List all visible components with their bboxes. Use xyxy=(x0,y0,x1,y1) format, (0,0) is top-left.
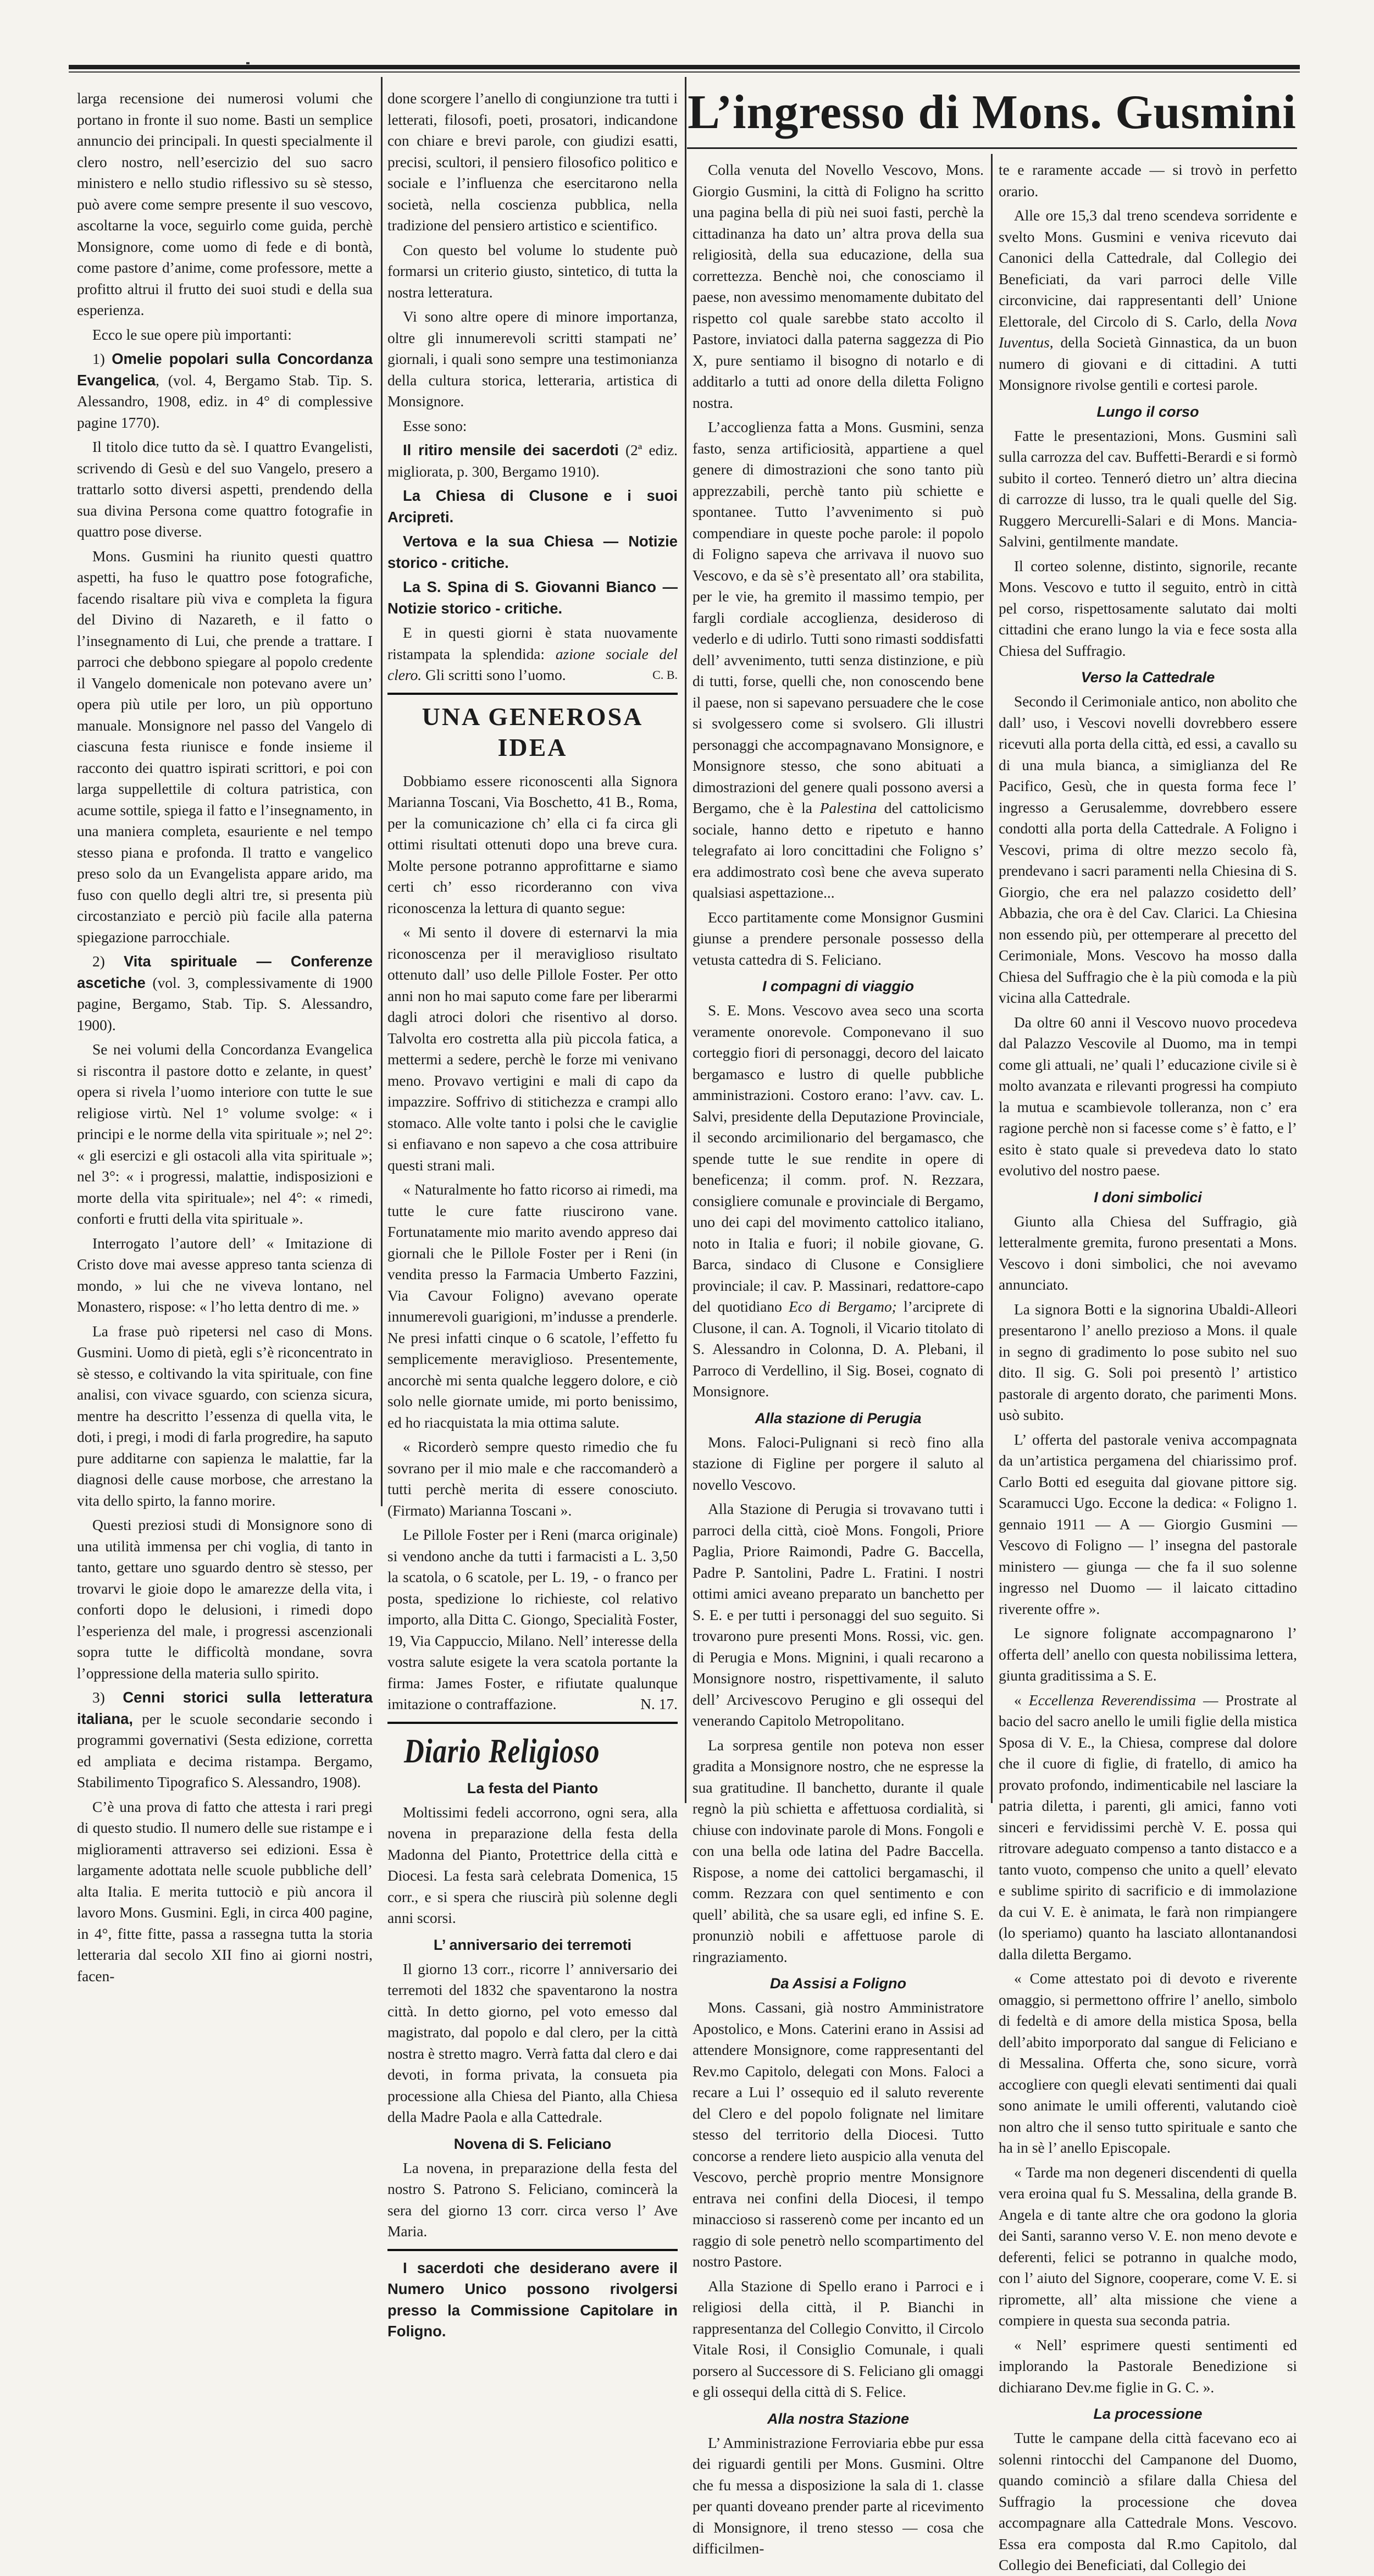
section-rule xyxy=(387,2249,678,2251)
paragraph: Interrogato l’autore dell’ « Imitazione di Cristo dove mai avesse appreso tanta scienza di mondo, » lui che ne viveva lontano, nel Monastero, rispose: « l’ho letta dentro di me. » xyxy=(77,1235,373,1315)
work-title: Vita spirituale — Conferenze ascetiche xyxy=(77,953,373,991)
paragraph: La signora Botti e la signorina Ubaldi-Alleori presentarono l’ anello prezioso a Mons. il quale in segno di gradimento lo pose subito nel suo dito. Il sig. G. Soli poi presentò l’ artistico pastorale di argento dorato, che parimenti Mons. usò subito. xyxy=(999,1301,1297,1423)
section-rule xyxy=(387,693,678,695)
work-item: Il ritiro mensile dei sacerdoti (2ª ediz. migliorata, p. 300, Bergamo 1910). xyxy=(387,441,678,480)
subheading: Alla nostra Stazione xyxy=(767,2410,910,2427)
paragraph: L’accoglienza fatta a Mons. Gusmini, senza fasto, senza artificiosità, appartiene a quel genere di dimostrazioni che sono tanto più apprezzabili, perchè tanto più schiette e spontanee. Tutto l’avvenimento si può compendiare in queste poche parole: il popolo di Foligno sapeva che arrivava il nuovo suo Vescovo, e da sè s’è presentato all’ ora stabilita, per le vie, ha gremito il massimo tempio, per fargli cordiale accoglienza, desideroso di vederlo e di udirlo. Tutti sono rimasti soddisfatti dell’ avvenimento, tutti senza distinzione, e più di tutti, forse, quelli che, non conoscendo bene il paese, non si sapevano persuadere che le cose si svolgessero come si svolsero. Gli illustri personaggi che accompagnavano Monsignore, e Monsignore stesso, che sono abituati a dimostrazioni del genere quali possono aversi a Bergamo, che è la Palestina del cattolicismo sociale, hanno detto e ripetuto e hanno telegrafato ai loro concittadini che Foligno s’ era addimostrato così bene che aveva superato qualsiasi aspettazione... xyxy=(692,419,984,901)
paragraph: « Naturalmente ho fatto ricorso ai rimedi, ma tutte le cure fatte riuscirono vane. Fortunatamente mio marito avendo appreso dai giornali che le Pillole Foster per i Reni (in vendita presso la Farmacia Umberto Fazzini, Via Cavour Foligno) avevano operate innumerevoli guarigioni, m’indusse a prenderle. Ne presi infatti cinque o 6 scatole, l’effetto fu semplicemente meraviglioso. Presentemente, ancorchè mi senta qualche leggero dolore, e ciò solo nelle giornate umide, mi porto benissimo, ed ho riacquistata la mia ottima salute. xyxy=(387,1181,678,1431)
work-title: Il ritiro mensile dei sacerdoti xyxy=(403,441,619,458)
paragraph: Il giorno 13 corr., ricorre l’ anniversario dei terremoti del 1832 che spaventarono la nostra città. In detto giorno, pel voto emesso dal magistrato, dal popolo e dal clero, per la città nostra è stretto magro. Verrà fatta dal clero e dai devoti, in forma privata, la consueta pia processione alla Chiesa del Pianto, alla Chiesa della Madre Paola e alla Cattedrale. xyxy=(387,1960,678,2125)
work-title: Cenni storici sulla letteratura italiana, xyxy=(77,1689,373,1727)
paragraph: « Mi sento il dovere di esternarvi la mia riconoscenza per il meraviglioso risultato ottenuto dall’ uso delle Pillole Foster. Per otto anni non ho mai saputo come fare per liberarmi dagli atroci dolori che risentivo al dorso. Talvolta ero costretta alla più piccola fatica, a mettermi a sedere, perchè le forze mi venivano meno. Provavo vertigini e mali di capo da impazzire. Soffrivo di stitichezza e crampi allo stomaco. Alle volte tanto i polsi che le caviglie si enfiavano e non sapevo a che cosa attribuire questi strani mali. xyxy=(387,924,678,1174)
notice: I sacerdoti che desiderano avere il Numero Unico possono rivolgersi presso la Commissione Capitolare in Foligno. xyxy=(387,2259,678,2340)
paragraph: La sorpresa gentile non poteva non esser gradita a Monsignore nostro, che ne espresse la sua gratitudine. Il banchetto, durante il quale regnò la più schietta e affettuosa cordialità, si chiuse con indovinate parole di Mons. Fongoli e con una bella ode latina del Padre Baccella. Rispose, a nome dei cattolici bergamaschi, il comm. Rezzara con quel sentimento e con quell’ abilità, che sa usare egli, ed infine S. E. pronunziò nobili e affettuose parole di ringraziamento. xyxy=(692,1737,984,1965)
column-divider-3 xyxy=(991,154,993,1803)
paragraph: te e raramente accade — si trovò in perfetto orario. xyxy=(999,162,1297,200)
column-3 xyxy=(692,159,984,2557)
paragraph: Ecco le sue opere più importanti: xyxy=(92,326,292,343)
top-rule-thin xyxy=(69,71,1300,73)
signature: C. B. xyxy=(652,668,678,682)
paragraph: Tutte le campane della città facevano eco ai solenni rintocchi del Campanone del Duomo, quando cominciò a sfilare dalla Chiesa del Suffragio la processione che dovea accompagnare alla Cattedrale Mons. Vescovo. Essa era composta dal R.mo Capitolo, dal Collegio dei Beneficiati, dal Collegio dei xyxy=(999,2430,1297,2573)
paragraph: La frase può ripetersi nel caso di Mons. Gusmini. Uomo di pietà, egli s’è riconcentrato in sè stesso, e coltivando la vita spirituale, con fine analisi, con vivace sguardo, con scienza sicura, mentre ha descritto l’essenza di quella vita, le doti, i pregi, i modi di farla progredire, ha saputo pure additarne con sapienza le malattie, far la diagnosi delle cause morbose, che arrestano la vita dello spirto, la fanno morire. xyxy=(77,1323,373,1509)
column-2 xyxy=(387,88,678,2340)
work-item: La S. Spina di S. Giovanni Bianco — Notizie storico - critiche. xyxy=(387,578,678,617)
paragraph: Moltissimi fedeli accorrono, ogni sera, alla novena in preparazione della festa della Madonna del Pianto, Protettrice della città e Diocesi. La festa sarà celebrata Domenica, 15 corr., e si spera che riuscirà più solenne degli anni scorsi. xyxy=(387,1804,678,1926)
paragraph: larga recensione dei numerosi volumi che portano in fronte il suo nome. Basti un semplice annuncio dei principali. In questi specialmente il clero nostro, nell’esercizio del suo sacro ministero e nello studio riflessivo su sè stesso, può avere come sempre presente il suo vescovo, ascoltarne la voce, seguirlo come guida, perchè Monsignore, come uomo di fede e di bontà, come pastore d’anime, come professore, mette a profitto altrui il frutto dei suoi studi e della sua esperienza. xyxy=(77,90,373,318)
paragraph: Esse sono: xyxy=(403,417,467,434)
section-title: UNA GENEROSA IDEA xyxy=(422,702,644,761)
paragraph: C’è una prova di fatto che attesta i rari pregi di questo studio. Il numero delle sue ristampe e i miglioramenti attraverso sei edizioni. Essa è largamente adottata nelle scuole pubbliche dell’ alta Italia. E merita tuttociò e più ancora il lavoro Mons. Gusmini. Egli, in circa 400 pagine, in 4°, fitte fitte, passa a rassegna tutta la storia letteraria dal secolo XII fino ai giorni nostri, facen- xyxy=(77,1798,373,1984)
paragraph: done scorgere l’anello di congiunzione tra tutti i letterati, filosofi, poeti, prosatori, indicandone con chiare e brevi parole, con giudizi esatti, precisi, scultori, il pensiero filosofico politico e sociale e l’influenza che esercitarono nella società, nella coscienza pubblica, nella tradizione del pensiero artistico e scientifico. xyxy=(387,90,678,234)
paragraph: Alla Stazione di Perugia si trovavano tutti i parroci della città, cioè Mons. Fongoli, Priore Paglia, Priore Raimondi, Padre G. Baccella, Padre P. Santolini, Padre L. Fratini. I nostri ottimi amici aveano preparato un banchetto per S. E. e per tutti i personaggi del suo seguito. Si trovarono pure presenti Mons. Rossi, vic. gen. di Perugia e Mons. Mignini, i quali recarono a Monsignore nostro, rispettivamente, il saluto dell’ Arcivescovo Perugino e gli ossequi del venerando Capitolo Metropolitano. xyxy=(692,1501,984,1729)
work-title: Omelie popolari sulla Concordanza Evangelica xyxy=(77,350,373,389)
work-item: 1) Omelie popolari sulla Concordanza Evangelica, (vol. 4, Bergamo Stab. Tip. S. Alessandro, 1908, ediz. in 4° di complessive pagine 1770). xyxy=(77,350,373,431)
work-item: Vertova e la sua Chiesa — Notizie storico - critiche. xyxy=(387,533,678,571)
column-4 xyxy=(999,159,1297,2573)
paragraph: Il titolo dice tutto da sè. I quattro Evangelisti, scrivendo di Gesù e del suo Vangelo, presero a trattarlo sotto diversi aspetti, prendendo della sua divina Persona come quattro fotografie in quattro pose diverse. xyxy=(77,439,373,540)
paragraph: E in questi giorni è stata nuovamente ristampata la splendida: azione sociale del clero. Gli scritti sono l’uomo. C. B. xyxy=(387,622,678,686)
ink-mark xyxy=(246,62,250,64)
paragraph: La novena, in preparazione della festa del nostro S. Patrono S. Feliciano, comincerà la sera del giorno 13 corr. circa verso l’ Ave Maria. xyxy=(387,2159,678,2240)
subheading: Da Assisi a Foligno xyxy=(769,1975,907,1992)
paragraph: Le Pillole Foster per i Reni (marca originale) si vendono anche da tutti i farmacisti a L. 3,50 la scatola, o 6 scatole, per L. 19, - o franco per posta, spedizione lo richieste, col relativo importo, alla Ditta C. Giongo, Specialità Foster, 19, Via Cappuccio, Milano. Nell’ interesse della vostra salute esigete la vera scatola portante la firma: James Foster, e rifiutate qualunque imitazione o contraffazione. N. 17. xyxy=(387,1524,678,1715)
paragraph: Alla Stazione di Spello erano i Parroci e i religiosi della città, il P. Bianchi in rappresentanza del Collegio Convitto, il Circolo Vitale Rosi, il Consiglio Comunale, i quali porsero al Successore di S. Feliciano gli omaggi e gli ossequi della città di S. Felice. xyxy=(692,2278,984,2400)
paragraph: Dobbiamo essere riconoscenti alla Signora Marianna Toscani, Via Boschetto, 41 B., Roma, per la comunicazione ch’ ella ci fa circa gli ottimi risultati ottenuti dopo una breve cura. Molte persone potranno approfittarne e siamo certi ch’ esso ricorderanno con viva riconoscenza la lettura di quanto segue: xyxy=(387,772,678,916)
paragraph: Il corteo solenne, distinto, signorile, recante Mons. Vescovo e tutto il seguito, entrò in città pel corso, rispettosamente salutato dai molti cittadini che erano lungo la via e fece sosta alla Chiesa del Suffragio. xyxy=(999,557,1297,659)
paragraph: Mons. Faloci-Pulignani si recò fino alla stazione di Figline per porgere il saluto al novello Vescovo. xyxy=(692,1434,984,1493)
paragraph: Vi sono altre opere di minore importanza, oltre gli innumerevoli scritti stampati ne’ giornali, i quali sono sempre una testimonianza della cultura storica, letteraria, artistica di Monsignore. xyxy=(387,308,678,410)
main-headline: L’ingresso di Mons. Gusmini xyxy=(688,86,1297,139)
subheading: I doni simbolici xyxy=(1094,1189,1202,1206)
paragraph: Mons. Gusmini ha riunito questi quattro aspetti, ha fuso le quattro pose fotografiche, facendo risaltare più viva e completa la figura del Divino di Nazareth, e il fatto o l’insegnamento di Lui, che prende a trattare. I parroci che debbono spiegare al popolo credente il Vangelo domenicale non potevano avere un’ opera più utile per loro, un più opportuno manuale. Monsignore nel passo del Vangelo di ciascuna festa riunisce e fonde insieme il racconto dei quattro ispirati scrittori, e poi con larga suppellettile di coltura patristica, con acume sottile, spiega il fatto e l’insegnamento, in una maniera completa, esauriente e nel tempo stesso piana e profonda. Il tratto e vangelico preso solo da un Evangelista appare arido, ma fuso con quello degli altri tre, si presenta più circostanziato e perciò più facile alla paterna spiegazione parrocchiale. xyxy=(77,548,373,946)
work-item: La Chiesa di Clusone e i suoi Arcipreti. xyxy=(387,487,678,526)
headline-rule xyxy=(687,147,1297,149)
subheading: Lungo il corso xyxy=(1096,403,1199,420)
subheading: L’ anniversario dei terremoti xyxy=(433,1936,632,1953)
paragraph: L’ Amministrazione Ferroviaria ebbe pur essa dei riguardi gentili per Mons. Gusmini. Oltre che fu messa a disposizione la sala di 1. classe per quanti doveano prender parte al ricevimento di Monsignore, il treno stesso — cosa che difficilmen- xyxy=(692,2434,984,2557)
paragraph: « Tarde ma non degeneri discendenti di quella vera eroina qual fu S. Messalina, della grande B. Angela e di tante altre che ora godono la gloria dei Santi, saranno verso V. E. non meno devote e deferenti, felici se potranno in qualche modo, con l’ aiuto del Signore, cooperare, come V. E. si ripromette, all’ alta missione che viene a compiere in questa sua seconda patria. xyxy=(999,2164,1297,2329)
paragraph: Le signore folignate accompagnarono l’ offerta dell’ anello con questa nobilissima lettera, giunta graditissima a S. E. xyxy=(999,1625,1297,1684)
paragraph: Se nei volumi della Concordanza Evangelica si riscontra il pastore dotto e zelante, in quest’ opera si rivela l’uomo interiore con tutte le sue religiose virtù. Nel 1° volume svolge: « i principi e le norme della vita spirituale »; nel 2°: « gli esercizi e gli ostacoli alla vita spirituale »; nel 3°: « i progressi, malattie, indisposizioni e morte della vita spirituale»; nel 4°: « rimedi, conforti e frutti della vita spirituale ». xyxy=(77,1041,373,1227)
paragraph: Ecco partitamente come Monsignor Gusmini giunse a prendere personale possesso della vetusta cattedra di S. Feliciano. xyxy=(692,909,984,968)
section-rule xyxy=(387,1722,678,1724)
subheading: La processione xyxy=(1093,2406,1203,2422)
paragraph: Con questo bel volume lo studente può formarsi un criterio giusto, sintetico, di tutta la nostra letteratura. xyxy=(387,241,678,301)
paragraph: Alle ore 15,3 dal treno scendeva sorridente e svelto Mons. Gusmini e veniva ricevuto dai Canonici della Cattedrale, dal Collegio dei Beneficiati, da vari parroci delle Ville circonvicine, dai rappresentanti dell’ Unione Elettorale, del Circolo di S. Carlo, della Nova Iuventus, della Società Ginnastica, da un buon numero di giovani e di cittadini. A tutti Monsignore rivolse gentili e cortesi parole. xyxy=(999,207,1297,393)
subheading: Verso la Cattedrale xyxy=(1081,669,1215,686)
subheading: Alla stazione di Perugia xyxy=(755,1409,922,1427)
paragraph: Colla venuta del Novello Vescovo, Mons. Giorgio Gusmini, la città di Foligno ha scritto una pagina bella di più nei suoi fasti, perchè la cittadinanza ha dato un’ altra prova della sua religiosità, della sua educazione, della sua correttezza. Benchè noi, che conosciamo il paese, non avessimo menomamente dubitato del rispetto col quale sarebbe stato accolto il Pastore, inviatoci dalla paterna saggezza di Pio X, pure sentiamo il bisogno di notarlo e di additarlo a tutti ad onore della diletta Foligno nostra. xyxy=(692,162,984,411)
paragraph: « Ricorderò sempre questo rimedio che fu sovrano per il mio male e che raccomanderò a tutti perchè merita di essere conosciuto. (Firmato) Marianna Toscani ». xyxy=(387,1439,678,1519)
paragraph: « Nell’ esprimere questi sentimenti ed implorando la Pastorale Benedizione si dichiarano Dev.me figlie in G. C. ». xyxy=(999,2336,1297,2396)
subheading: I compagni di viaggio xyxy=(762,978,915,994)
paragraph: « Eccellenza Reverendissima — Prostrate al bacio del sacro anello le umili figlie della mistica Sposa di V. E., la Chiesa, comprese dal dolore che il cuore di figlie, di fratello, di amico ha provato profondo, indimenticabile nel lasciare la patria diletta, i parenti, gli amici, fanno voti sinceri e fervidissimi perchè V. E. possa qui ritrovare adeguato compenso a tanto distacco e a tanto vuoto, compenso che unito a quell’ elevato e sublime spirito di sacrificio e di immolazione da cui V. E. è animata, le farà non rimpiangere (lo speriamo) quanto ha lasciato allontanandosi dalla diletta Bergamo. xyxy=(999,1691,1297,1963)
paragraph: Questi preziosi studi di Monsignore sono di una utilità immensa per chi voglia, di tanto in tanto, gettare uno sguardo dentro sè stesso, per trovarvi le gioie dopo le amarezze della vita, i conforti dopo le delusioni, i rimedi dopo l’esperienza del male, i progressi ascenzionali sopra tutte le difficoltà mondane, sovra l’oppressione della materia sullo spirito. xyxy=(77,1517,373,1682)
work-item: 2) Vita spirituale — Conferenze ascetiche (vol. 3, complessivamente di 1900 pagine, Bergamo, Stab. Tip. S. Alessandro, 1900). xyxy=(77,953,373,1033)
work-item: 3) Cenni storici sulla letteratura italiana, per le scuole secondarie secondo i programmi governativi (Sesta edizione, corretta ed ampliata e decima ristampa. Bergamo, Stabilimento Tipografico S. Alessandro, 1908). xyxy=(77,1689,373,1790)
paragraph: « Come attestato poi di devoto e riverente omaggio, si permettono offrire l’ anello, simbolo di fedeltà e di amore della mistica Sposa, bella dell’abito imporporato dal sangue di Feliciano e di Messalina. Offerta che, sono sicure, vorrà accogliere con quegli elevati sentimenti dai quali sono animate le umili offerenti, valutando cioè non altro che il senso tutto spirituale e santo che ha in sè l’ anello Episcopale. xyxy=(999,1970,1297,2156)
signature: N. 17. xyxy=(640,1696,678,1712)
paragraph: Mons. Cassani, già nostro Amministratore Apostolico, e Mons. Caterini erano in Assisi ad attendere Monsignore, come rappresentanti del Rev.mo Capitolo, delegati con Mons. Faloci a recare a Lui l’ ossequio ed il saluto reverente del Clero e del popolo folignate nel limitare stesso del territorio della Diocesi. Tutto concorse a rendere lieto auspicio alla venuta del Vescovo, perchè proprio mentre Monsignore entrava nei confini della Diocesi, il tempo minaccioso si rasserenò come per incanto ed un raggio di sole penetrò nello scompartimento del nostro Pastore. xyxy=(692,1999,984,2270)
column-1 xyxy=(77,88,373,1984)
subheading: Novena di S. Feliciano xyxy=(453,2135,612,2152)
paragraph: L’ offerta del pastorale veniva accompagnata da un’artistica pergamena del chiarissimo prof. Carlo Botti ed eseguita dal giovane pittore sig. Scaramucci Ugo. Eccone la dedica: « Foligno 1. gennaio 1911 — A — Giorgio Gusmini — Vescovo di Foligno — l’ insegna del pastorale ministero — giunga — che fa il suo solenne ingresso nel Duomo — il laicato cittadino riverente offre ». xyxy=(999,1431,1297,1617)
paragraph: Da oltre 60 anni il Vescovo nuovo procedeva dal Palazzo Vescovile al Duomo, ma in tempi come gli attuali, ne’ quali l’ educazione civile si è molto avanzata e rilevanti progressi ha compiuto la mutua e scambievole tolleranza, non c’ era ragione perchè non si facesse come s’ è fatto, e l’ esito è stato quale si prevedeva dato lo stato evolutivo del nostro paese. xyxy=(999,1014,1297,1179)
paragraph: Fatte le presentazioni, Mons. Gusmini salì sulla carrozza del cav. Buffetti-Berardi e si formò subito il corteo. Tenneró dietro un’ altra diecina di carrozze di lusso, tra le quali quelle del Sig. Ruggero Mercurelli-Salari e di Mons. Mancia-Salvini, gentilmente mandate. xyxy=(999,427,1297,550)
paragraph: Secondo il Cerimoniale antico, non abolito che dall’ uso, i Vescovi novelli dovrebbero essere ricevuti alla porta della città, ed essi, a cavallo su di una mula bianca, a simiglianza del Re Pacifico, Gesù, che in questa forma fece l’ ingresso a Gerusalemme, dovrebbero essere condotti alla porta della Cattedrale. A Foligno i Vescovi, prima di oltre mezzo secolo fà, prendevano i sacri paramenti nella Chiesina di S. Giorgio, che era nel palazzo cosidetto dell’ Abbazia, che ora è del Cav. Clarici. La Chiesina non essendo più, per ottemperare al precetto del Cerimoniale, Mons. Vescovo ha mosso dalla Chiesa del Suffragio che è la più comoda e la più vicina alla Cattedrale. xyxy=(999,693,1297,1006)
paragraph: Giunto alla Chiesa del Suffragio, già letteralmente gremita, furono presentati a Mons. Vescovo i doni simbolici, che noi avevamo annunciato. xyxy=(999,1213,1297,1293)
column-divider-2 xyxy=(685,77,686,1803)
paragraph: S. E. Mons. Vescovo avea seco una scorta veramente onorevole. Componevano il suo corteggio fiori di personaggi, decoro del laicato bergamasco e lustro di quelle pubbliche amministrazioni. Costoro erano: l’avv. cav. L. Salvi, presidente della Deputazione Provinciale, il secondo arcimilionario del bergamasco, che spende tutte le sue rendite in opere di beneficenza; il comm. prof. N. Rezzara, consigliere comunale e provinciale di Bergamo, uno dei capi del movimento cattolico italiano, noto in Italia e fuori; il nobile giovane, G. Barca, sindaco di Clusone e Consigliere provinciale; il cav. P. Massinari, redattore-capo del quotidiano Eco di Bergamo; l’arciprete di Clusone, il can. A. Tognoli, il Vicario titolato di S. Alessandro in Colonna, D. A. Plebani, il Parroco di Verdellino, il Sig. Bosei, cognato di Monsignore. xyxy=(692,1002,984,1400)
section-title: Diario Religioso xyxy=(404,1732,600,1770)
top-rule xyxy=(69,65,1300,69)
subheading: La festa del Pianto xyxy=(467,1779,599,1796)
column-divider-1 xyxy=(381,77,383,1506)
